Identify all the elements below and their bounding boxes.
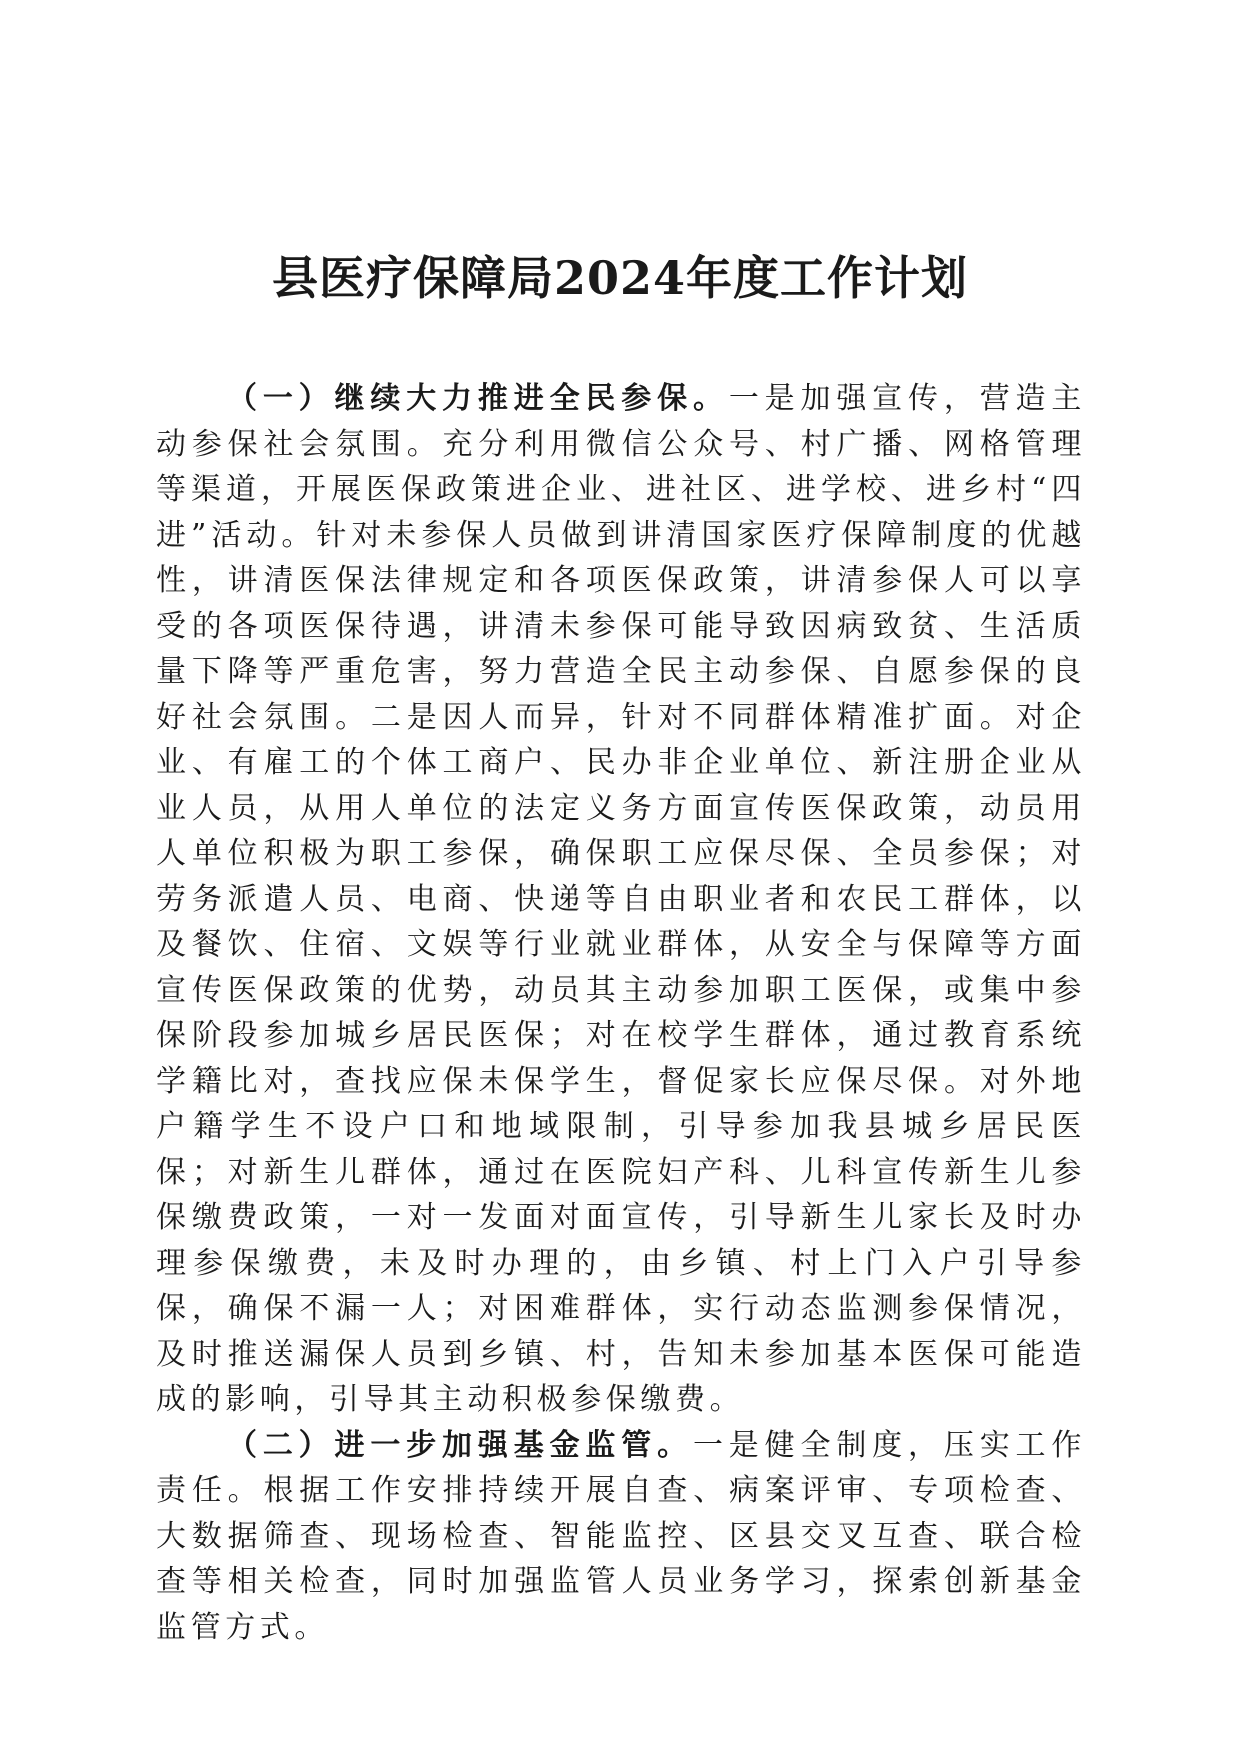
paragraph-1-text: 一是加强宣传，营造主动参保社会氛围。充分利用微信公众号、村广播、网格管理等渠道，开展医保政策进企业、进社区、进学校、进乡村“四进”活动。针对未参保人员做到讲清国家医疗保障制度的优越性，讲清医保法律规定和各项医保政策，讲清参保人可以享受的各项医保待遇，讲清未参保可能导致因病致贫、生活质量下降等严重危害，努力营造全民主动参保、自愿参保的良好社会氛围。二是因人而异，针对不同群体精准扩面。对企业、有雇工的个体工商户、民办非企业单位、新注册企业从业人员，从用人单位的法定义务方面宣传医保政策，动员用人单位积极为职工参保，确保职工应保尽保、全员参保；对劳务派遣人员、电商、快递等自由职业者和农民工群体，以及餐饮、住宿、文娱等行业就业群体，从安全与保障等方面宣传医保政策的优势，动员其主动参加职工医保，或集中参保阶段参加城乡居民医保；对在校学生群体，通过教育系统学籍比对，查找应保未保学生，督促家长应保尽保。对外地户籍学生不设户口和地域限制，引导参加我县城乡居民医保；对新生儿群体，通过在医院妇产科、儿科宣传新生儿参保缴费政策，一对一发面对面宣传，引导新生儿家长及时办理参保缴费，未及时办理的，由乡镇、村上门入户引导参保，确保不漏一人；对困难群体，实行动态监测参保情况，及时推送漏保人员到乡镇、村，告知未参加基本医保可能造成的影响，引导其主动积极参保缴费。 <box>156 381 1087 1417</box>
paragraph-2-text: 一是健全制度，压实工作责任。根据工作安排持续开展自查、病案评审、专项检查、大数据筛查、现场检查、智能监控、区县交叉互查、联合检查等相关检查，同时加强监管人员业务学习，探索创新基金监管方式。 <box>156 1427 1086 1645</box>
paragraph-2 <box>156 1423 1086 1651</box>
paragraph-1 <box>156 376 1086 1423</box>
document-body <box>156 376 1086 1650</box>
document-title: 县医疗保障局2024年度工作计划 <box>271 251 969 305</box>
paragraph-2-heading: （二）进一步加强基金监管。 <box>227 1427 693 1463</box>
paragraph-1-heading: （一）继续大力推进全民参保。 <box>227 381 729 416</box>
